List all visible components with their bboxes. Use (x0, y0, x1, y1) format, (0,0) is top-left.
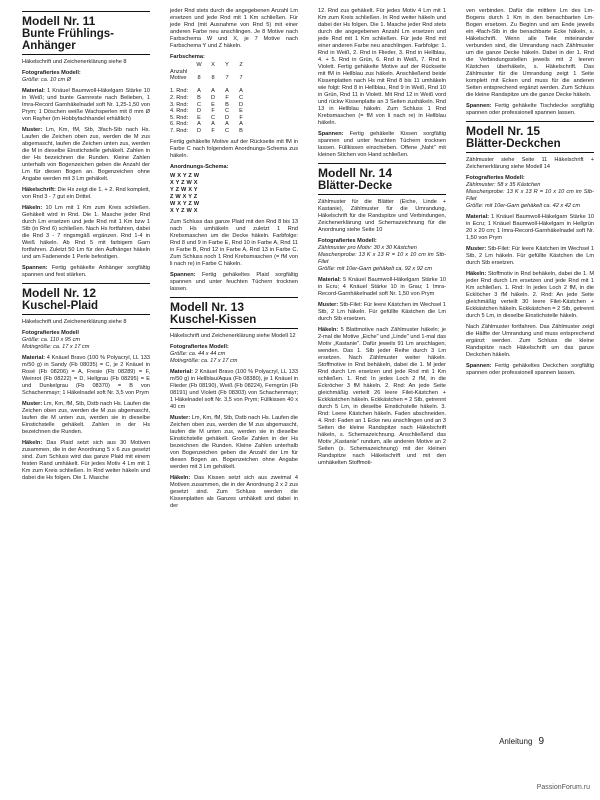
model-13-header (170, 297, 298, 329)
table-cell: C (211, 114, 216, 121)
model-number: Modell Nr. 14 (318, 166, 393, 180)
pattern-text: Lm, Km, fM, Stb, 3fach-Stb nach Hs. Laufen die Zeichen oben zus, werden die M zus abgemascht, laufen die Zeichen unten zus, werden die M in dieselbe Einstichstelle gehäkelt. Zahlen in der Hs bezeichnen die Runden. Kleine Zahlen unterhalb von Bogenzeichen geben die Anzahl der Lm für diesen Bogen an. Bogenzeichen ohne Angabe werden mit 3 Lm gehäkelt. (22, 127, 150, 182)
table-cell: Y (225, 62, 229, 68)
scheme-row: Y Z W X Y (170, 186, 198, 193)
photo-model-section (22, 70, 150, 84)
table-row (170, 102, 248, 109)
blocking-section (466, 103, 594, 117)
photo-model-section (22, 330, 150, 351)
section-label: Spannen: (466, 103, 492, 109)
scheme-row: X Y Z W X (170, 179, 198, 186)
material-text: 1 Knäuel Baumwoll-Häkelgarn Stärke 10 in Weiß; und bunte Garnreste nach Belieben, 1 Imra-Record Garnhäkelnadel soft Nr. 1,25-1,50 von Prym; 1 Döschen weiße Wachsperlen mit 8 mm Ø von Rayher (im Hobbyfachhandel erhältlich) (22, 88, 150, 122)
chart-section (22, 187, 150, 201)
scheme-row: X Y Z W X (170, 207, 198, 214)
section-label: Spannen: (170, 271, 196, 278)
material-section (466, 214, 594, 242)
crochet-continued-text: Nach Zählmuster fortfahren. Das Zählmuster zeigt die Hälfte der Umrandung und muss entsprechend ergänzt werden. Zum Schluss die kleine Randspitze nach Häkelschrift um das ganze Deckchen häkeln. (466, 324, 594, 358)
table-row (170, 88, 248, 95)
table-cell: Anzahl (170, 68, 188, 75)
gauge-text: Maschenprobe: 13 K x 13 R = 10 x 10 cm im Stb-Filet (318, 252, 446, 265)
scheme-row: W X Y Z W (170, 172, 200, 179)
material-section (22, 355, 150, 397)
model-15-header (466, 121, 594, 153)
motif-size-text: Motivgröße: ca. 17 x 17 cm (22, 344, 90, 350)
table-cell: Motive (170, 75, 187, 82)
table-cell: 7. Rnd: (170, 127, 189, 134)
pattern-section (22, 127, 150, 183)
continued-text: ven verbinden. Dafür die mittlere Lm des Lm-Bogens durch 1 Km in den benachbarten Lm-Bogen ersetzen. Zu Beginn und am Ende jeweils ein 4fach-Stb in die benachbarte Ecke häkeln, s. Häkelschrift. Wenn alle Teile miteinander verbunden sind, die Umrandung nach Zählmuster um die ganze Decke häkeln. Dabei in der 1. Rnd die Verbindungsstellen jeweils mit 2 leeren Kästchen überhäkeln, s. Häkelschrift. Das Zählmuster für die Umrandung zeigt 1 Seite komplett mit Ecken und muss für die anderen Seiten entsprechend ergänzt werden. Zum Schluss die kleine Randspitze um die ganze Decke häkeln. (466, 8, 594, 98)
section-label: Muster: (170, 414, 191, 421)
blocking-text: Fertig gehäkeltes Plaid sorgfältig spannen und unter feuchten Tüchern trocknen lassen. (170, 271, 299, 292)
reference-note: Zählmuster für die Blätter (Eiche, Linde + Kastanie), Zählmuster für die Umrandung, Häkelschrift für die Randspitze und Verbindungen, Zeichenerklärung und Schemazeichnung für die Anordnung siehe Seite 10 (318, 199, 446, 233)
table-cell: A (225, 88, 229, 95)
table-cell (170, 62, 192, 69)
pattern-section (22, 401, 150, 436)
blocking-text: Fertig gehäkelte Anhänger sorgfältig spannen und fest stärken. (22, 265, 150, 278)
pattern-text: Stb-Filet: Für leere Kästchen im Wechsel 1 Stb, 2 Lm häkeln. Für gefüllte Kästchen die Lm durch Stb ersetzen. (466, 246, 594, 266)
crochet-section (318, 327, 446, 467)
table-row (170, 115, 248, 122)
model-11-header (22, 11, 150, 55)
chart-text: Die Hs zeigt die 1. + 2. Rnd komplett, von Rnd 3 - 7 gut ein Drittel. (22, 187, 150, 200)
scheme-row: Z W X Y Z (170, 193, 198, 200)
table-cell: C (225, 108, 230, 115)
section-label: Muster: (466, 246, 487, 252)
size-text: Größe: mit 10er-Garn gehäkelt ca. 42 x 42 cm (466, 203, 580, 209)
table-cell: F (225, 94, 229, 101)
section-label: Fotografiertes Modell (22, 330, 79, 336)
table-cell: 8 (211, 75, 215, 82)
table-row (170, 95, 248, 102)
blocking-section (22, 265, 150, 279)
material-section (170, 369, 298, 411)
material-section (22, 88, 150, 123)
table-cell: D (197, 127, 202, 134)
continued-text: jeder Rnd stets durch die angegebenen Anzahl Lm ersetzen und jede Rnd mit 1 Km schließen. Für jede Rnd (mit Ausnahme von Rnd 5) mit einer anderen Farbe neu anschlingen. Je 8 Motive nach Farbschema W und X, je 7 Motive nach Farbschema Y und Z häkeln. (170, 8, 298, 49)
column-3 (318, 8, 446, 471)
photo-model-section (170, 344, 298, 365)
size-text: Größe: ca. 110 x 95 cm (22, 337, 81, 343)
model-14-header (318, 163, 446, 195)
table-cell: F (211, 108, 215, 115)
section-label: Häkeln: (318, 327, 339, 333)
pattern-section (318, 302, 446, 323)
section-label: Muster: (22, 127, 43, 133)
chart-size-text: Zählmuster pro Motiv: 30 x 30 Kästchen (318, 245, 417, 251)
table-cell: 7 (239, 75, 243, 82)
model-title: Bunte Frühlings-Anhänger (22, 28, 150, 55)
section-label: Häkeln: (22, 440, 43, 446)
crochet-text: Stoffmotiv in Rnd behäkeln, dabei die 1. M jeder Rnd durch Lm ersetzen und jede Rnd mit 1 Km schließen. 1. Rnd: In jedes Loch 2 fM, in die Ecklöcher 3 fM häkeln. 2. Rnd: An jede Seite gleichmäßig verteilt 30 leere Filet-Kästchen + Eckkästchen häkeln. Eckkästchen = 2 Stb, getrennt durch 5 Lm, in dieselbe Einstichstelle häkeln. (466, 271, 595, 319)
table-cell: B (225, 101, 229, 108)
model-title: Kuschel-Kissen (170, 314, 298, 329)
section-label: Spannen: (466, 363, 492, 369)
page-footer (499, 738, 544, 745)
table-cell: E (239, 108, 243, 115)
table-cell: E (197, 114, 201, 121)
crochet-text: 5 Blattmotive nach Zählmuster häkeln; je 2-mal die Motive „Eiche" und „Linde" und 1-mal das Motiv „Kastanie". Dafür jeweils 91 Lm anschlagen, wenden. Das 1. Stb jeder Reihe durch 3 Lm ersetzen. Nach Zählmuster weiter häkeln. Stoffmotive in Rnd behäkeln, dabei die 1. M jeder Rnd durch Lm ersetzen und jede Rnd mit 1 Km schließen. 1. Rnd: In jedes Loch 2 fM, in die Eckröcher 3 fM häkeln. 2. Rnd: An jede Seite gleichmäßig verteilt 26 leere Filet-Kästchen + Eckkästchen häkeln. Eckkästchen = 2 Stb, getrennt durch 5 Lm, in dieselbe Einstichstelle häkeln. 3. Rnd: Leere Kästchen häkeln. Faden abschneiden. 4. Rnd: Faden an 1 Ecke neu anschlingen und an 3 Seiten die kleine Randspitze nach Häkelschrift häkeln, s. Schemazeichnung. Anschließend das Motiv „Kastanie" rundum, alle anderen Motive an 2 Seiten (s. Schemazeichnung) mit der kleinen Randspitze nach Häkelschrift und mit den umhäkelten Stoffmoti- (318, 327, 446, 466)
section-label: Material: (318, 277, 342, 283)
table-row (170, 121, 248, 128)
size-text: Größe: ca. 10 cm Ø (22, 77, 72, 83)
section-label: Muster: (318, 302, 339, 308)
table-cell: B (197, 94, 201, 101)
table-cell: F (239, 114, 243, 121)
pattern-text: Lm, Km, fM, Stb, Dstb nach Hs. Laufen die Zeichen oben zus, werden die M zus abgemascht, laufen die M unten zus, werden sie in dieselbe Einstichstelle gehäkelt. Zahlen in der Hs bezeichnen die Runden. (22, 401, 150, 435)
section-label: Häkelschrift: (22, 187, 56, 193)
table-cell: 6. Rnd: (170, 121, 189, 128)
section-label: Fotografiertes Modell: (170, 343, 229, 350)
watermark: PassionForum.ru (536, 784, 590, 791)
section-label: Material: (22, 88, 46, 94)
section-label: Häkeln: (466, 271, 487, 277)
column-1 (22, 8, 150, 486)
footer-label: Anleitung (499, 737, 533, 746)
table-cell: A (197, 121, 201, 128)
color-scheme-title: Farbschema: (170, 54, 205, 60)
color-scheme-table (170, 62, 248, 135)
table-cell: 4. Rnd: (170, 108, 189, 115)
blocking-section (466, 363, 594, 377)
section-label: Material: (22, 355, 46, 361)
table-header-row (170, 62, 248, 69)
table-cell: A (239, 121, 243, 128)
material-section (318, 277, 446, 298)
section-label: Häkeln: (22, 205, 43, 211)
table-cell: 5. Rnd: (170, 114, 189, 121)
table-row (170, 75, 248, 82)
table-cell: A (197, 88, 201, 95)
model-number: Modell Nr. 13 (170, 299, 245, 314)
size-text: Größe: ca. 44 x 44 cm (170, 350, 226, 357)
material-text: 5 Knäuel Baumwoll-Häkelgarn Stärke 10 in Ecru; 4 Knäuel Stärke 10 in Grau; 1 Imra-Record-Garnhäkelnadel soft Nr. 1,50 von Prym (318, 277, 446, 297)
section-label: Spannen: (318, 131, 344, 137)
pattern-text: Stb-Filet: Für leere Kästchen im Wechsel 1 Stb, 2 Lm häkeln. Für gefüllte Kästchen die Lm durch Stb ersetzen. (318, 302, 446, 322)
table-row (170, 128, 248, 135)
crochet-section (170, 475, 298, 510)
pattern-section (466, 246, 594, 267)
section-label: Fotografiertes Modell: (22, 70, 81, 76)
section-label: Material: (170, 368, 194, 375)
material-text: 2 Knäuel Bravo (100 % Polyacryl, LL 133 m/50 g) in Hellblau/Aqua (Fb 08380), je 1 Knäuel in Flieder (Fb 08190), Weiß (Fb 08224), Ferngrün (Fb 08191) und Violett (Fb 08303) von Schachenmayr; 1 Häkelnadel soft Nr. 3,5 von Prym; Füllkissen 40 x 40 cm (170, 368, 298, 410)
table-cell: C (239, 94, 244, 101)
table-cell: B (239, 127, 243, 134)
blocking-text: Fertig gehäkelte Tischdecke sorgfältig spannen oder professionell spannen lassen. (466, 103, 594, 116)
crochet-section (466, 271, 594, 320)
table-cell: D (239, 101, 244, 108)
photo-model-section (466, 175, 594, 210)
table-cell: A (225, 121, 229, 128)
color-scheme-note: Fertig gehäkelte Motive auf der Rückseite mit fM in Farbe C nach folgendem Anordnungs-Schema zus häkeln. (170, 138, 298, 159)
continued-text: 12. Rnd zus gehäkelt. Für jedes Motiv 4 Lm mit 1 Km zum Kreis schließen. In Rnd weiter häkeln und dabei der Hs folgen. Die 1. Masche jeder Rnd stets durch die angegebenen Anzahl Lm ersetzen und jede Rnd mit 1 Km schließen. Für jede Rnd mit einer anderen Farbe neu anschlingen. Farbfolge: 1. Rnd in Weiß, 2. Rnd in Flieder, 3. Rnd in Hellblau, 4. + 5. Rnd in Grün, 6. Rnd in Weiß, 7. Rnd in Violett. Fertig gehäkelte Motive auf der Rückseite mit fM in Hellblau zus häkeln. Anschließend beide Kissenplatten nach Hs mit Rnd 8 bis 11 umhäkeln wie folgt: Rnd 8 in Hellblau, Rnd 9 in Weiß, Rnd 10 in Grün, Rnd 11 in Violett. Mit Rnd 12 in Weiß vord und rückw Kissenplatte an 3 Seiten zushäkeln. Rnd 13 in Hellblau häkeln. Zum Schluss 1 Rnd Krebsmaschen (= fM von li nach re) in Hellblau häkeln. (318, 8, 446, 126)
crochet-section (22, 205, 150, 261)
table-cell: C (225, 127, 230, 134)
table-row (170, 108, 248, 115)
material-text: 4 Knäuel Bravo (100 % Polyacryl, LL 133 m/50 g) in Sandy (Fb 08035) = C, je 2 Knäuel in Rosé (Fb 08206) = A, Fresie (Fb 08289) = F, Weinrot (Fb 08222) = D, Hellgrau (Fb 08295) = E und Dunkelgrau (Fb 08370) = B von Schachenmayr; 1 Häkelnadel soft Nr. 3,5 von Prym (22, 355, 150, 396)
pattern-text: Lm, Km, fM, Stb, Dstb nach Hs. Laufen die Zeichen oben zus, werden die M zus abgemascht, laufen die M unten zus, werden sie in dieselbe Einstichstelle gehäkelt. Große Zahlen in der Hs bezeichnen die Runden. Kleine Zahlen unterhalb von Bogenzeichen geben die Anzahl der Lm für diesen Bogen an. Bogenzeichen ohne Angabe werden mit 3 Lm gehäkelt. (170, 414, 298, 470)
table-cell: Z (239, 62, 243, 68)
blocking-text: Fertig gehäkelte Kissen sorgfältig spannen und unter feuchten Tüchern trocknen lassen. Füllkissen einschieben. Offene „Naht" mit kleinen Stichen von Hand schließen. (318, 131, 446, 158)
table-cell: A (239, 88, 243, 95)
reference-note: Häkelschrift und Zeichenerklärung siehe Modell 12 (170, 332, 296, 339)
photo-model-section (318, 238, 446, 273)
section-label: Fotografiertes Modell: (466, 175, 525, 181)
page-number: 9 (538, 736, 544, 747)
crochet-text: Das Plaid setzt sich aus 30 Motiven zusammen, die in der Anordnung 5 x 6 zus gesetzt sind. Zum Schluss wird das ganze Plaid mit einem festen Rand umhäkelt. Für jedes Motiv 4 Lm mit 1 Km zum Kreis schließen. In Rnd weiter häkeln und dabei die Hs folgen. Die 1. Masche (22, 440, 150, 481)
table-cell: A (211, 88, 215, 95)
column-4 (466, 8, 594, 381)
table-cell: 7 (225, 75, 229, 82)
section-label: Häkeln: (170, 474, 191, 481)
gauge-text: Maschenprobe: 13 K x 13 R = 10 x 10 cm im Stb-Filet (466, 189, 594, 202)
material-text: 1 Knäuel Baumwoll-Häkelgarn Stärke 10 in Ecru; 1 Knäuel Baumwoll-Häkelgarn in Hellgrün 20 x 20 cm; 1 Imra-Record-Garnhäkelnadel soft Nr. 1,50 von Prym (466, 214, 594, 241)
model-number: Modell Nr. 15 (466, 124, 541, 138)
column-2 (170, 8, 298, 514)
section-label: Material: (466, 214, 490, 220)
section-label: Fotografiertes Modell: (318, 238, 377, 244)
table-cell: W (196, 62, 202, 68)
model-number: Modell Nr. 12 (22, 286, 97, 300)
model-title: Blätter-Deckchen (466, 138, 594, 153)
section-label: Muster: (22, 401, 43, 407)
model-title: Blätter-Decke (318, 180, 446, 195)
layout-scheme (170, 173, 298, 215)
layout-scheme-title: Anordnungs-Schema: (170, 163, 229, 170)
table-cell: E (211, 101, 215, 108)
table-cell: D (211, 94, 216, 101)
reference-note: Zählmuster siehe Seite 11 Häkelschrift + Zeichenerklärung siehe Modell 14 (466, 157, 594, 170)
model-number: Modell Nr. 11 (22, 14, 96, 28)
blocking-section (318, 131, 446, 159)
pattern-section (170, 415, 298, 471)
reference-note: Häkelschrift und Zeichenerklärung siehe 8 (22, 319, 127, 325)
table-cell: 2. Rnd: (170, 94, 189, 101)
crochet-text: 10 Lm mit 1 Km zum Kreis schließen. Gehäkelt wird in Rnd. Die 1. Masche jeder Rnd durch Lm ersetzen und jede Rnd mit 1 Km bzw 1 Stb (in Rnd 6) schließen. Nach Hs fortfahren, dabei die Rnd 3 - 7 ringsmgäß ergänzen. Rnd 1-4 in Weiß häkeln. Ab Rnd 5 mit farbigem Garn fortfahren. Zuletzt 50 Lm für den Aufhänger häkeln und am Fadenende 1 Perle befestigen. (22, 205, 151, 260)
table-cell: 3. Rnd: (170, 101, 189, 108)
table-cell: X (211, 62, 215, 68)
table-cell: F (211, 127, 215, 134)
model-12-header (22, 283, 150, 315)
table-row (170, 69, 248, 76)
table-cell: D (197, 108, 202, 115)
table-cell: C (197, 101, 202, 108)
size-text: Größe: mit 10er-Garn gehäkelt ca. 92 x 92 cm (318, 266, 432, 272)
section-label: Spannen: (22, 265, 48, 271)
blocking-text: Fertig gehäkeltes Deckchen sorgfältig spannen oder professionell spannen lassen. (466, 363, 594, 376)
chart-size-text: Zählmuster: 58 x 35 Kästchen (466, 182, 541, 188)
crochet-text: Das Kissen setzt sich aus zweimal 4 Motiven zusammen, die in der Anordnung 2 x 2 zus gesetzt sind. Zum Schluss werden die Kissenplatten als Ganzes umhäkelt und dabei in der (170, 474, 299, 509)
crochet-section (22, 440, 150, 482)
motif-size-text: Motivgröße: ca. 17 x 17 cm (170, 357, 238, 364)
scheme-row: W X Y Z W (170, 200, 200, 207)
reference-note: Häkelschrift und Zeichenerklärung siehe 8 (22, 59, 127, 65)
table-cell: 8 (197, 75, 201, 82)
blocking-section (170, 272, 298, 293)
table-cell: A (211, 121, 215, 128)
finishing-text: Zum Schluss das ganze Plaid mit den Rnd 8 bis 13 nach Hs umhäkeln und zuletzt 1 Rnd Krebsmaschen um die Decke häkeln. Farbfolge: Rnd 8 und 9 in Farbe E, Rnd 10 in Farbe A, Rnd 11 in Farbe B, Rnd 12 in Farbe A, Rnd 13 in Farbe C. Zum Schluss noch 1 Rnd Krebsmaschen (= fM von li nach re) in Farbe C häkeln. (170, 218, 298, 267)
table-cell: 1. Rnd: (170, 88, 189, 95)
table-cell: D (225, 114, 230, 121)
model-title: Kuschel-Plaid (22, 300, 150, 315)
